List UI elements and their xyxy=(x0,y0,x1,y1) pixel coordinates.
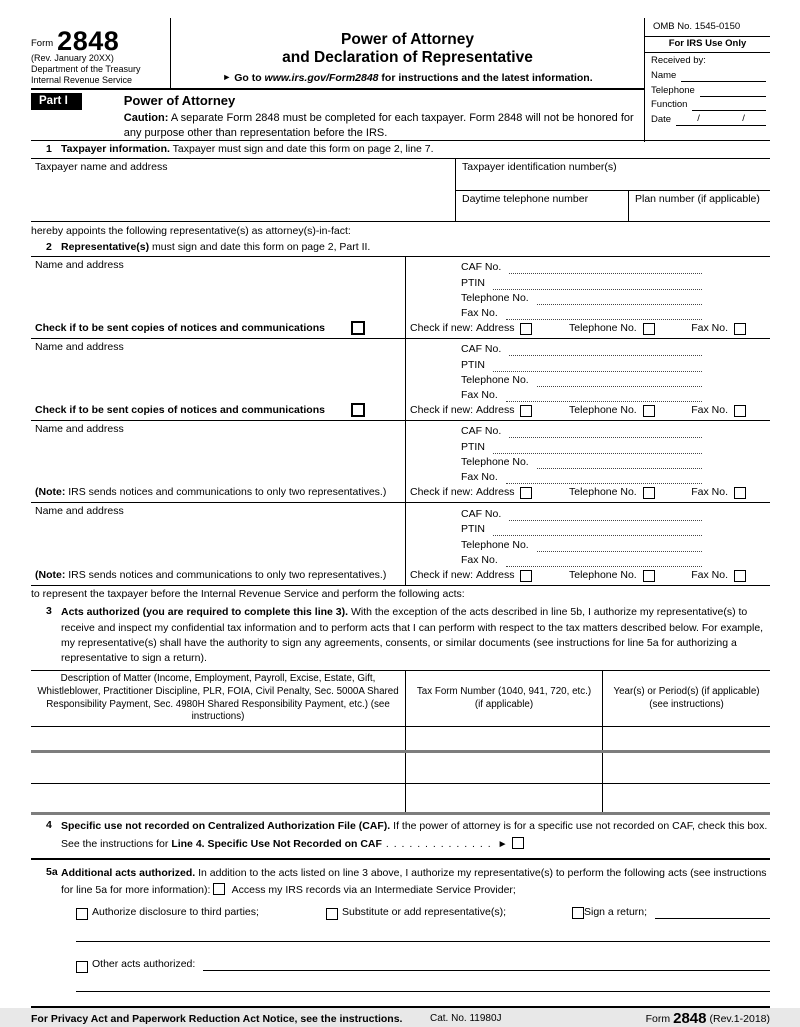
tax-form-cell[interactable] xyxy=(405,753,602,783)
matter-cell[interactable] xyxy=(31,753,405,783)
privacy-notice: For Privacy Act and Paperwork Reduction Act Notice, see the instructions. xyxy=(31,1012,403,1025)
rep4-new-fax-checkbox[interactable] xyxy=(734,570,746,582)
department-line: Department of the Treasury xyxy=(31,63,141,74)
telephone-blank[interactable] xyxy=(700,82,766,97)
rep2-new-address-checkbox[interactable] xyxy=(520,405,532,417)
rep4-ptin-blank[interactable] xyxy=(493,524,702,536)
acts-table-header xyxy=(31,671,770,727)
catalog-number: Cat. No. 11980J xyxy=(430,1013,502,1025)
form-header xyxy=(31,18,770,140)
line3-heading: 3 Acts authorized (you are required to complete this line 3). With the exception of the acts described in line 5b, I authorize my representative(s) to receive and inspect my confidential tax information and to perform acts that I can perform with respect to the tax matters described below. For example, my representative(s) shall have the authority to sign any agreements, consents, or similar documents (see instructions for line 5a for authorizing a representative to sign a return). xyxy=(46,605,764,664)
rep3-note: (Note: IRS sends notices and communications to only two representatives.) xyxy=(35,486,387,499)
rep4-caf-row: CAF No. xyxy=(406,505,770,520)
other-acts-row: Other acts authorized: xyxy=(76,942,770,971)
omb-number: OMB No. 1545-0150 xyxy=(645,18,770,37)
tax-form-cell[interactable] xyxy=(405,727,602,750)
sign-return-checkbox[interactable] xyxy=(572,907,584,919)
line4-specific-use-checkbox[interactable] xyxy=(512,837,524,849)
dot-leader: . . . . . . . . . . . . . . xyxy=(381,837,492,850)
rep2-fax-blank[interactable] xyxy=(506,390,702,402)
date-blank[interactable]: / / xyxy=(676,111,766,126)
rep4-check-if-new-row: Check if new: Address Telephone No. Fax No. xyxy=(406,567,770,582)
rep2-copies-checkbox[interactable] xyxy=(351,403,365,417)
col-tax-form-number: Tax Form Number (1040, 941, 720, etc.) (if applicable) xyxy=(405,671,602,726)
rep1-new-address-checkbox[interactable] xyxy=(520,323,532,335)
rep1-caf-row: CAF No. xyxy=(406,259,770,274)
part1-heading: Power of Attorney xyxy=(123,93,236,108)
acts-table-row xyxy=(31,784,770,815)
years-cell[interactable] xyxy=(602,784,770,812)
rep2-name-address-cell[interactable]: Name and address Check if to be sent copies of notices and communications xyxy=(31,339,405,420)
years-cell[interactable] xyxy=(602,727,770,750)
goto-instruction: ► Go to www.irs.gov/Form2848 for instructions and the latest information. xyxy=(222,71,593,84)
representative-block-2 xyxy=(31,339,770,421)
part1-label: Part I xyxy=(31,93,82,110)
additional-acts-blank-line-1[interactable] xyxy=(76,921,770,942)
line5a-options-row: Authorize disclosure to third parties; Substitute or add representative(s); Sign a return; xyxy=(31,901,770,921)
received-by-label: Received by: xyxy=(651,54,706,66)
sign-return-blank[interactable] xyxy=(655,906,770,919)
acts-table-row xyxy=(31,727,770,753)
substitute-representative-checkbox[interactable] xyxy=(326,908,338,920)
right-arrow-icon: ► xyxy=(497,838,508,850)
rep2-telephone-row: Telephone No. xyxy=(406,372,770,387)
name-blank[interactable] xyxy=(681,68,766,83)
rep3-fax-row: Fax No. xyxy=(406,469,770,484)
daytime-phone-cell[interactable]: Daytime telephone number xyxy=(462,192,589,205)
rep3-telephone-row: Telephone No. xyxy=(406,454,770,469)
rep1-telephone-row: Telephone No. xyxy=(406,290,770,305)
rep2-ptin-blank[interactable] xyxy=(493,360,702,372)
representative-block-1 xyxy=(31,257,770,339)
matter-cell[interactable] xyxy=(31,784,405,812)
irs-use-only-box xyxy=(644,18,770,142)
representative-block-4 xyxy=(31,503,770,585)
rep3-caf-blank[interactable] xyxy=(509,426,702,438)
rep4-fax-row: Fax No. xyxy=(406,552,770,567)
irs-url: www.irs.gov/Form2848 xyxy=(264,71,379,84)
authorize-disclosure-checkbox[interactable] xyxy=(76,908,88,920)
rep3-caf-row: CAF No. xyxy=(406,423,770,438)
other-acts-blank[interactable] xyxy=(203,958,770,971)
rep1-telephone-blank[interactable] xyxy=(537,293,702,305)
taxpayer-name-address-cell[interactable]: Taxpayer name and address xyxy=(35,160,168,173)
rep2-copies-row: Check if to be sent copies of notices and communications xyxy=(35,403,401,417)
function-blank[interactable] xyxy=(692,97,766,112)
rep3-name-address-cell[interactable]: Name and address (Note: IRS sends notices and communications to only two representatives.) xyxy=(31,421,405,502)
taxpayer-id-cell[interactable]: Taxpayer identification number(s) xyxy=(456,159,770,191)
rep1-caf-blank[interactable] xyxy=(509,262,702,274)
rep2-new-fax-checkbox[interactable] xyxy=(734,405,746,417)
represent-text: to represent the taxpayer before the Internal Revenue Service and perform the following acts: xyxy=(31,588,465,601)
rep1-name-address-cell[interactable]: Name and address Check if to be sent copies of notices and communications xyxy=(31,257,405,338)
rep4-telephone-blank[interactable] xyxy=(537,540,702,552)
form-word: Form xyxy=(31,38,54,50)
line1-heading: 1 Taxpayer information. Taxpayer must sign and date this form on page 2, line 7. xyxy=(31,140,770,158)
rep3-telephone-blank[interactable] xyxy=(537,457,702,469)
additional-acts-blank-line-2[interactable] xyxy=(76,971,770,992)
line2-heading: 2 Representative(s) must sign and date this form on page 2, Part II. xyxy=(46,241,371,254)
rep1-check-if-new-row: Check if new: Address Telephone No. Fax No. xyxy=(406,320,770,335)
form-identity xyxy=(31,18,171,88)
rep4-fax-blank[interactable] xyxy=(506,555,702,567)
received-name-field: Name xyxy=(645,68,770,83)
rep1-fax-blank[interactable] xyxy=(506,308,702,320)
part1-header xyxy=(31,90,638,140)
rep1-new-telephone-checkbox[interactable] xyxy=(643,323,655,335)
rep2-telephone-blank[interactable] xyxy=(537,375,702,387)
hereby-appoints-text: hereby appoints the following representative(s) as attorney(s)-in-fact: xyxy=(31,224,351,237)
representative-block-3 xyxy=(31,421,770,503)
line4-section: 4 Specific use not recorded on Centralized Authorization File (CAF). If the power of attorney is for a specific use not recorded on CAF, check this box. See the instructions for Line 4. Specific Use Not Recorded on CAF . . . . . . . . . . . . . . ► xyxy=(31,815,770,860)
col-years-periods: Year(s) or Period(s) (if applicable) (see instructions) xyxy=(602,671,770,726)
acts-table-row xyxy=(31,753,770,784)
years-cell[interactable] xyxy=(602,753,770,783)
rep4-name-address-cell[interactable]: Name and address (Note: IRS sends notices and communications to only two representatives.) xyxy=(31,503,405,585)
rep2-new-telephone-checkbox[interactable] xyxy=(643,405,655,417)
received-function-field: Function xyxy=(645,97,770,112)
rep1-ptin-blank[interactable] xyxy=(493,278,702,290)
agency-line: Internal Revenue Service xyxy=(31,74,133,85)
rep4-new-telephone-checkbox[interactable] xyxy=(643,570,655,582)
rep3-ptin-blank[interactable] xyxy=(493,442,702,454)
rep1-new-fax-checkbox[interactable] xyxy=(734,323,746,335)
rep3-new-fax-checkbox[interactable] xyxy=(734,487,746,499)
rep4-new-address-checkbox[interactable] xyxy=(520,570,532,582)
form-revision: (Rev. January 20XX) xyxy=(31,52,114,63)
rep4-telephone-row: Telephone No. xyxy=(406,536,770,551)
rep2-check-if-new-row: Check if new: Address Telephone No. Fax No. xyxy=(406,402,770,417)
plan-number-cell[interactable]: Plan number (if applicable) xyxy=(628,191,770,221)
rep4-caf-blank[interactable] xyxy=(509,509,702,521)
rep3-ptin-row: PTIN xyxy=(406,438,770,453)
representatives-table xyxy=(31,256,770,586)
footer-form-id: Form 2848 (Rev.1-2018) xyxy=(645,1010,770,1027)
rep3-new-telephone-checkbox[interactable] xyxy=(643,487,655,499)
received-telephone-field: Telephone xyxy=(645,82,770,97)
rep2-ptin-row: PTIN xyxy=(406,356,770,371)
caution-text: Caution: A separate Form 2848 must be completed for each taxpayer. Form 2848 will not be honored for any purpose other than representation before the IRS. xyxy=(123,112,634,139)
col-description-of-matter: Description of Matter (Income, Employment, Payroll, Excise, Estate, Gift, Whistleblower, Practitioner Discipline, PLR, FOIA, Civil Penalty, Sec. 5000A Shared Responsibility Payment, Sec. 4980H Shared Responsibility Payment, etc.) (see instructions) xyxy=(37,673,399,723)
rep1-copies-row: Check if to be sent copies of notices and communications xyxy=(35,321,401,335)
access-irs-records-checkbox[interactable] xyxy=(213,883,225,895)
taxpayer-info-table xyxy=(31,158,770,222)
line5a-section: 5a Additional acts authorized. In addition to the acts listed on line 3 above, I authorize my representative(s) to perform the following acts (see instructions for line 5a for more information): Access my IRS records via an Intermediate Service Provider; xyxy=(46,865,767,897)
form-title: Power of Attorney and Declaration of Representative xyxy=(282,31,533,67)
footer xyxy=(31,1008,770,1026)
rep3-check-if-new-row: Check if new: Address Telephone No. Fax No. xyxy=(406,484,770,499)
irs-use-only-label: For IRS Use Only xyxy=(645,37,770,53)
form-number: 2848 xyxy=(57,26,120,56)
rep4-ptin-row: PTIN xyxy=(406,521,770,536)
rep1-ptin-row: PTIN xyxy=(406,274,770,289)
acts-authorized-table xyxy=(31,670,770,815)
rep3-new-address-checkbox[interactable] xyxy=(520,487,532,499)
other-acts-checkbox[interactable] xyxy=(76,961,88,973)
rep1-copies-checkbox[interactable] xyxy=(351,321,365,335)
rep2-caf-blank[interactable] xyxy=(509,344,702,356)
tax-form-cell[interactable] xyxy=(405,784,602,812)
right-arrow-icon: ► xyxy=(222,71,232,82)
rep4-note: (Note: IRS sends notices and communications to only two representatives.) xyxy=(35,569,387,582)
rep3-fax-blank[interactable] xyxy=(506,472,702,484)
matter-cell[interactable] xyxy=(31,727,405,750)
received-date-field: Date / / xyxy=(645,111,770,126)
rep2-caf-row: CAF No. xyxy=(406,341,770,356)
rep1-fax-row: Fax No. xyxy=(406,305,770,320)
rep2-fax-row: Fax No. xyxy=(406,387,770,402)
